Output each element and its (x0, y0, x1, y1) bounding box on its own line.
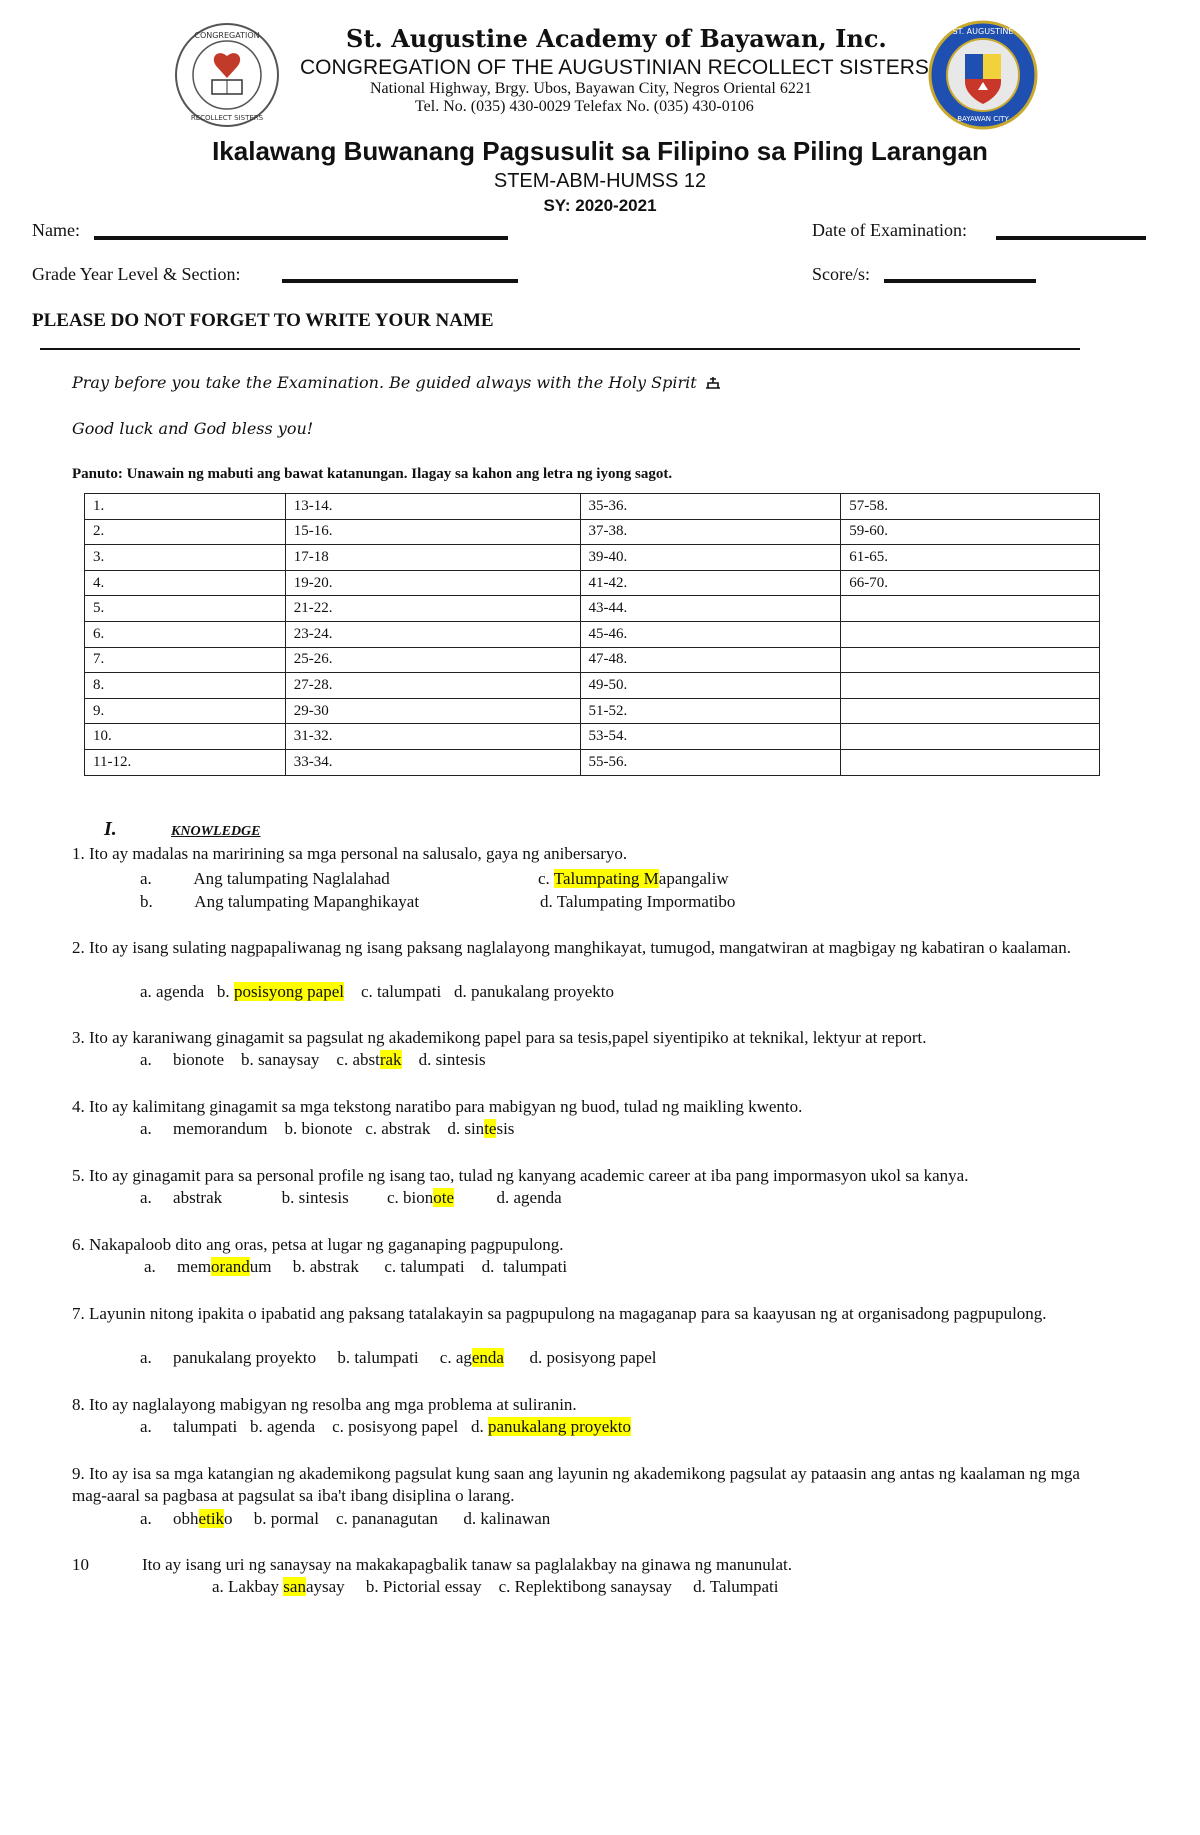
answer-table (84, 493, 1100, 776)
school-address: National Highway, Brgy. Ubos, Bayawan City, Negros Oriental 6221 (370, 80, 812, 97)
answer-cell[interactable]: 11-12. (85, 749, 286, 775)
answer-cell[interactable]: 5. (85, 596, 286, 622)
answer-cell[interactable]: 17-18 (285, 545, 580, 571)
q1-option-c[interactable]: c. Talumpating Mapangaliw (538, 869, 729, 888)
answer-cell[interactable]: 7. (85, 647, 286, 673)
answer-cell[interactable]: 8. (85, 673, 286, 699)
section-title: KNOWLEDGE (171, 824, 261, 839)
table-row (85, 621, 1100, 647)
highlighted-answer: etik (198, 1509, 225, 1528)
table-row (85, 519, 1100, 545)
answer-cell[interactable]: 49-50. (580, 673, 841, 699)
answer-cell[interactable]: 47-48. (580, 647, 841, 673)
answer-cell[interactable]: 21-22. (285, 596, 580, 622)
prayer-line (72, 373, 722, 392)
school-phones: Tel. No. (035) 430-0029 Telefax No. (035) 430-0106 (415, 98, 754, 115)
question-5: 5. Ito ay ginagamit para sa personal profile ng isang tao, tulad ng kanyang academic career at iba pang impormasyon ukol sa kanya. (72, 1166, 969, 1185)
question-6: 6. Nakapaloob dito ang oras, petsa at lugar ng gaganaping pagpupulong. (72, 1235, 564, 1254)
highlighted-answer: orand (211, 1257, 250, 1276)
highlighted-answer: posisyong papel (233, 982, 344, 1001)
q1-option-a[interactable]: a. Ang talumpating Naglalahad (140, 869, 390, 888)
answer-cell[interactable]: 43-44. (580, 596, 841, 622)
answer-cell[interactable] (841, 724, 1100, 750)
congregation-seal-logo (174, 22, 280, 128)
question-8: 8. Ito ay naglalayong mabigyan ng resolba ang mga problema at suliranin. (72, 1395, 577, 1414)
answer-cell[interactable]: 39-40. (580, 545, 841, 571)
table-row (85, 647, 1100, 673)
q4-options[interactable]: a. memorandum b. bionote c. abstrak d. sintesis (140, 1119, 515, 1138)
answer-cell[interactable]: 25-26. (285, 647, 580, 673)
answer-cell[interactable]: 66-70. (841, 570, 1100, 596)
table-row (85, 673, 1100, 699)
q5-options[interactable]: a. abstrak b. sintesis c. bionote d. agenda (140, 1188, 562, 1207)
highlighted-answer: ote (433, 1188, 454, 1207)
svg-text:ST. AUGUSTINE: ST. AUGUSTINE (952, 27, 1014, 36)
answer-cell[interactable]: 37-38. (580, 519, 841, 545)
question-1: 1. Ito ay madalas na maririning sa mga personal na salusalo, gaya ng anibersaryo. (72, 844, 628, 863)
answer-cell[interactable]: 53-54. (580, 724, 841, 750)
answer-cell[interactable]: 9. (85, 698, 286, 724)
school-year: SY: 2020-2021 (543, 196, 657, 215)
answer-cell[interactable]: 57-58. (841, 494, 1100, 520)
table-row (85, 570, 1100, 596)
answer-cell[interactable]: 15-16. (285, 519, 580, 545)
instructions: Panuto: Unawain ng mabuti ang bawat katanungan. Ilagay sa kahon ang letra ng iyong sagot. (72, 466, 673, 482)
answer-cell[interactable]: 13-14. (285, 494, 580, 520)
question-4: 4. Ito ay kalimitang ginagamit sa mga tekstong naratibo para mabigyan ng buod, tulad ng maikling kwento. (72, 1097, 803, 1116)
table-row (85, 724, 1100, 750)
grade-section-field-line[interactable] (282, 279, 518, 283)
answer-cell[interactable]: 59-60. (841, 519, 1100, 545)
q10-options[interactable]: a. Lakbay sanaysay b. Pictorial essay c. Replektibong sanaysay d. Talumpati (212, 1577, 779, 1596)
answer-cell[interactable] (841, 596, 1100, 622)
school-name: St. Augustine Academy of Bayawan, Inc. (346, 24, 887, 53)
table-row (85, 494, 1100, 520)
answer-cell[interactable]: 31-32. (285, 724, 580, 750)
score-field-line[interactable] (884, 279, 1036, 283)
good-luck-text: Good luck and God bless you! (72, 419, 314, 438)
question-9: 9. Ito ay isa sa mga katangian ng akademikong pagsulat kung saan ang layunin ng akademikong pagsulat ay pataasin ang antas ng kaalaman ng mga mag-aaral sa pagbasa at pagsulat sa iba't ibang disiplina o larang. (72, 1464, 1080, 1505)
answer-cell[interactable]: 23-24. (285, 621, 580, 647)
answer-cell[interactable]: 2. (85, 519, 286, 545)
exam-strand: STEM-ABM-HUMSS 12 (493, 170, 707, 192)
q7-options[interactable]: a. panukalang proyekto b. talumpati c. agenda d. posisyong papel (140, 1348, 657, 1367)
answer-cell[interactable]: 41-42. (580, 570, 841, 596)
table-row (85, 545, 1100, 571)
answer-cell[interactable] (841, 673, 1100, 699)
q1-option-b[interactable]: b. Ang talumpating Mapanghikayat (140, 892, 420, 911)
q3-options[interactable]: a. bionote b. sanaysay c. abstrak d. sintesis (140, 1050, 486, 1069)
answer-cell[interactable]: 35-36. (580, 494, 841, 520)
answer-cell[interactable]: 29-30 (285, 698, 580, 724)
date-field-line[interactable] (996, 236, 1146, 240)
date-label: Date of Examination: (812, 220, 967, 240)
svg-text:BAYAWAN CITY: BAYAWAN CITY (957, 115, 1009, 123)
answer-cell[interactable] (841, 749, 1100, 775)
highlighted-answer: rak (379, 1050, 402, 1069)
answer-cell[interactable]: 1. (85, 494, 286, 520)
question-3: 3. Ito ay karaniwang ginagamit sa pagsulat ng akademikong papel para sa tesis,papel siyentipiko at teknikal, lektyur at report. (72, 1028, 927, 1047)
answer-cell[interactable]: 3. (85, 545, 286, 571)
highlighted-answer: enda (471, 1348, 504, 1367)
answer-cell[interactable]: 4. (85, 570, 286, 596)
score-label: Score/s: (812, 264, 870, 284)
answer-cell[interactable]: 33-34. (285, 749, 580, 775)
answer-cell[interactable]: 27-28. (285, 673, 580, 699)
svg-text:CONGREGATION: CONGREGATION (194, 31, 260, 40)
highlighted-answer: san (283, 1577, 306, 1596)
q1-option-d[interactable]: d. Talumpating Impormatibo (540, 892, 736, 911)
section-number: I. (104, 818, 117, 840)
answer-cell[interactable]: 61-65. (841, 545, 1100, 571)
q8-options[interactable]: a. talumpati b. agenda c. posisyong papel d. panukalang proyekto (140, 1417, 631, 1436)
grade-section-label: Grade Year Level & Section: (32, 264, 241, 284)
name-field-line[interactable] (94, 236, 508, 240)
question-7: 7. Layunin nitong ipakita o ipabatid ang paksang tatalakayin sa pagpupulong na magaganap para sa kaayusan ng at organisadong pagpupulong. (72, 1304, 1047, 1323)
congregation-name: CONGREGATION OF THE AUGUSTINIAN RECOLLECT SISTERS (300, 56, 929, 79)
highlighted-answer: Talumpating M (553, 869, 659, 888)
answer-cell[interactable]: 6. (85, 621, 286, 647)
answer-cell[interactable]: 55-56. (580, 749, 841, 775)
answer-cell[interactable]: 45-46. (580, 621, 841, 647)
question-10-number: 10 (72, 1555, 89, 1574)
svg-text:RECOLLECT SISTERS: RECOLLECT SISTERS (190, 114, 264, 122)
table-row (85, 749, 1100, 775)
question-2: 2. Ito ay isang sulating nagpapaliwanag ng isang paksang naglalayong manghikayat, tumugod, mangatwiran at magbigay ng kabatiran o kaalaman. (72, 938, 1071, 957)
name-reminder: PLEASE DO NOT FORGET TO WRITE YOUR NAME (32, 310, 494, 331)
question-10: Ito ay isang uri ng sanaysay na makakapagbalik tanaw sa paglalakbay na ginawa ng manunulat. (142, 1555, 793, 1574)
answer-cell[interactable]: 19-20. (285, 570, 580, 596)
q6-options[interactable]: a. memorandum b. abstrak c. talumpati d. talumpati (144, 1257, 568, 1276)
highlighted-answer: te (484, 1119, 497, 1138)
answer-cell[interactable] (841, 621, 1100, 647)
section-heading (104, 818, 261, 841)
table-row (85, 698, 1100, 724)
header-divider (40, 348, 1080, 350)
answer-cell[interactable] (841, 698, 1100, 724)
exam-title: Ikalawang Buwanang Pagsusulit sa Filipino sa Piling Larangan (212, 136, 988, 166)
answer-cell[interactable] (841, 647, 1100, 673)
name-label: Name: (32, 220, 80, 240)
dove-icon (704, 374, 722, 390)
answer-cell[interactable]: 10. (85, 724, 286, 750)
table-row (85, 596, 1100, 622)
highlighted-answer: panukalang proyekto (487, 1417, 631, 1436)
answer-cell[interactable]: 51-52. (580, 698, 841, 724)
q9-options[interactable]: a. obhetiko b. pormal c. pananagutan d. kalinawan (140, 1509, 551, 1528)
prayer-text: Pray before you take the Examination. Be guided always with the Holy Spirit (72, 373, 697, 392)
q2-options[interactable]: a. agenda b. posisyong papel c. talumpati d. panukalang proyekto (140, 982, 615, 1001)
